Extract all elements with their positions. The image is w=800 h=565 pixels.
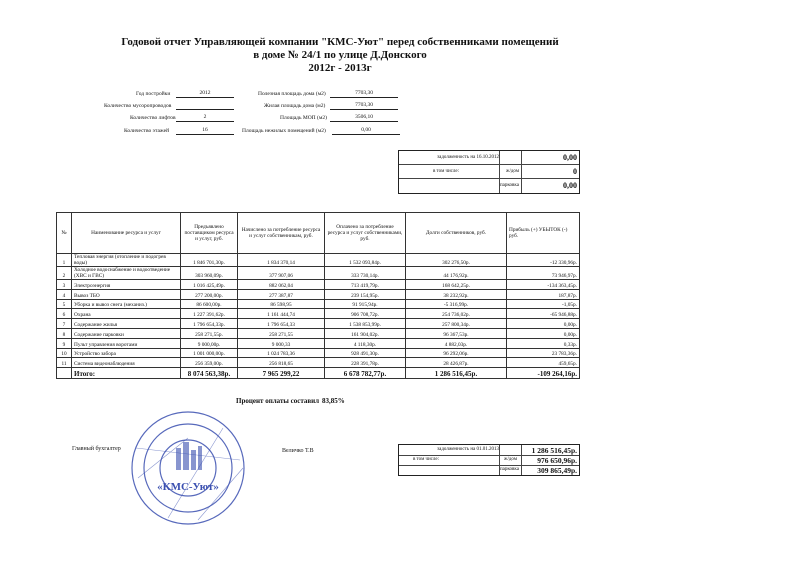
report-title-line2: в доме № 24/1 по улице Д.Донского xyxy=(253,49,427,61)
row-number: 8 xyxy=(57,328,72,338)
row-debts: 96 367,53р. xyxy=(406,328,507,338)
row-charged: 1 796 654,33 xyxy=(238,319,325,329)
row-paid: 91 915,94р. xyxy=(325,299,406,309)
row-supplied: 1 796 654,33р. xyxy=(181,319,238,329)
row-charged: 258 271,55 xyxy=(238,328,325,338)
debt-start-incl-sub: ж/дом xyxy=(506,169,519,174)
row-paid: 906 708,72р. xyxy=(325,309,406,319)
row-number: 3 xyxy=(57,280,72,290)
debt-start-box xyxy=(398,150,580,194)
accountant-name: Величко Т.В xyxy=(282,448,314,454)
nonres-area-label: Площадь нежилых помещений (м2) xyxy=(242,128,326,134)
debt-end-parking-value: 309 865,49р. xyxy=(537,466,577,475)
row-charged: 256 818,65 xyxy=(238,358,325,368)
col-debts-header: Долги собственников, руб. xyxy=(406,213,507,254)
row-debts: 302 276,50р. xyxy=(406,254,507,267)
row-service-name: Холодное водоснабжение и водоотведение (ХВС и ГВС) xyxy=(72,267,181,280)
row-number: 10 xyxy=(57,348,72,358)
row-service-name: Пульт управления воротами xyxy=(72,338,181,348)
debt-end-incl-label: в том числе: xyxy=(412,457,439,462)
row-number: 5 xyxy=(57,299,72,309)
row-paid: 228 391,78р. xyxy=(325,358,406,368)
row-paid: 1 532 093,84р. xyxy=(325,254,406,267)
row-debts: 28 426,87р. xyxy=(406,358,507,368)
common-area-value: 3506,10 xyxy=(355,114,373,120)
table-row xyxy=(57,309,580,319)
total-area-label: Полезная площадь дома (м2) xyxy=(258,91,326,97)
col-num-header: № xyxy=(57,213,72,254)
row-service-name: Содержание парковки xyxy=(72,328,181,338)
table-row xyxy=(57,299,580,309)
living-area-value: 7703,30 xyxy=(355,102,373,108)
debt-end-value: 1 286 516,45р. xyxy=(531,446,577,455)
row-supplied: 86 600,00р. xyxy=(181,299,238,309)
row-service-name: Устройство забора xyxy=(72,348,181,358)
row-profit: 0,00р. xyxy=(507,328,580,338)
payment-percent-value: 83,85% xyxy=(322,397,345,405)
table-row xyxy=(57,328,580,338)
row-number: 2 xyxy=(57,267,72,280)
row-debts: -5 316,99р. xyxy=(406,299,507,309)
table-row xyxy=(57,319,580,329)
living-area-label: Жилая площадь дома (м2) xyxy=(264,103,326,109)
row-charged: 277 387,87 xyxy=(238,289,325,299)
total-charged: 7 965 299,22 xyxy=(238,368,325,379)
row-debts: 4 882,03р. xyxy=(406,338,507,348)
total-paid: 6 678 782,77р. xyxy=(325,368,406,379)
debt-start-parking-value: 0,00 xyxy=(563,181,577,190)
total-area-value: 7703,30 xyxy=(355,90,373,96)
row-profit: -12 330,96р. xyxy=(507,254,580,267)
row-debts: 44 176,92р. xyxy=(406,267,507,280)
debt-start-incl-value: 0 xyxy=(573,167,577,176)
total-debts: 1 286 516,45р. xyxy=(406,368,507,379)
report-title-line1: Годовой отчет Управляющей компании "КМС-Уют" перед собственниками помещений xyxy=(121,36,559,48)
common-area-label: Площадь МОП (м2) xyxy=(280,115,327,121)
table-row xyxy=(57,267,580,280)
row-profit: -134 363,45р. xyxy=(507,280,580,290)
row-profit: 73 946,97р. xyxy=(507,267,580,280)
row-supplied: 256 359,00р. xyxy=(181,358,238,368)
col-charged-header: Начислено за потребление ресурса и услуг собственникам, руб. xyxy=(238,213,325,254)
row-profit: 187,87р. xyxy=(507,289,580,299)
table-header-row xyxy=(57,213,580,254)
table-total-row xyxy=(57,368,580,379)
row-profit: 0,00р. xyxy=(507,319,580,329)
stamp-text: «КМС-Уют» xyxy=(157,481,219,493)
row-debts: 96 292,06р. xyxy=(406,348,507,358)
row-paid: 928 491,30р. xyxy=(325,348,406,358)
payment-percent-label: Процент оплаты составил xyxy=(236,397,320,405)
row-paid: 239 154,95р. xyxy=(325,289,406,299)
debt-start-incl-label: в том числе: xyxy=(432,169,459,174)
debt-start-parking-label: парковка xyxy=(499,183,519,188)
row-supplied: 258 271,55р. xyxy=(181,328,238,338)
row-charged: 1 834 370,14 xyxy=(238,254,325,267)
debt-end-label: задолженность на 01.01.2013 xyxy=(437,447,499,452)
chutes-label: Количество мусоропроводов xyxy=(104,103,172,109)
row-charged: 9 000,33 xyxy=(238,338,325,348)
debt-end-box xyxy=(398,444,580,476)
debt-end-incl-sub: ж/дом xyxy=(504,457,517,462)
col-paid-header: Оплачено за потребление ресурса и услуг собственниками, руб. xyxy=(325,213,406,254)
row-service-name: Содержание жилья xyxy=(72,319,181,329)
row-number: 6 xyxy=(57,309,72,319)
row-service-name: Система видеонаблюдения xyxy=(72,358,181,368)
row-profit: -1,05р. xyxy=(507,299,580,309)
row-supplied: 1 001 000,00р. xyxy=(181,348,238,358)
table-row xyxy=(57,280,580,290)
row-debts: 168 642,25р. xyxy=(406,280,507,290)
row-paid: 1 538 853,99р. xyxy=(325,319,406,329)
row-paid: 713 419,79р. xyxy=(325,280,406,290)
row-profit: 459,65р. xyxy=(507,358,580,368)
total-profit: -109 264,16р. xyxy=(507,368,580,379)
row-debts: 257 800,34р. xyxy=(406,319,507,329)
col-supplied-header: Предъявлено поставщиком ресурса и услуг, руб. xyxy=(181,213,238,254)
lifts-label: Количество лифтов xyxy=(130,115,176,121)
company-stamp xyxy=(128,408,248,528)
row-service-name: Тепловая энергия (отопление и подогрев воды) xyxy=(72,254,181,267)
row-profit: 0,33р. xyxy=(507,338,580,348)
table-row xyxy=(57,254,580,267)
row-number: 9 xyxy=(57,338,72,348)
col-profit-header: Прибыль (+) УБЫТОК (-) руб. xyxy=(507,213,580,254)
row-supplied: 9 000,00р. xyxy=(181,338,238,348)
row-paid: 161 904,02р. xyxy=(325,328,406,338)
row-service-name: Охрана xyxy=(72,309,181,319)
year-value: 2012 xyxy=(199,90,211,96)
row-number: 1 xyxy=(57,254,72,267)
table-row xyxy=(57,358,580,368)
total-supplied: 8 074 563,38р. xyxy=(181,368,238,379)
row-supplied: 1 016 425,49р. xyxy=(181,280,238,290)
row-supplied: 1 227 391,62р. xyxy=(181,309,238,319)
row-profit: -65 946,88р. xyxy=(507,309,580,319)
debt-start-value: 0,00 xyxy=(563,153,577,162)
row-paid: 333 730,14р. xyxy=(325,267,406,280)
row-profit: 23 783,36р. xyxy=(507,348,580,358)
row-charged: 1 024 783,36 xyxy=(238,348,325,358)
row-charged: 1 161 444,74 xyxy=(238,309,325,319)
row-debts: 38 232,92р. xyxy=(406,289,507,299)
table-row xyxy=(57,289,580,299)
nonres-area-value: 0,00 xyxy=(361,127,371,133)
services-table xyxy=(56,212,580,379)
row-supplied: 1 846 701,30р. xyxy=(181,254,238,267)
row-number: 11 xyxy=(57,358,72,368)
row-charged: 882 062,04 xyxy=(238,280,325,290)
row-debts: 254 736,02р. xyxy=(406,309,507,319)
table-row xyxy=(57,348,580,358)
row-supplied: 277 200,00р. xyxy=(181,289,238,299)
debt-start-label: задолженность на 16.10.2012 xyxy=(437,155,499,160)
row-number: 4 xyxy=(57,289,72,299)
row-service-name: Вывоз ТБО xyxy=(72,289,181,299)
floors-value: 16 xyxy=(202,127,208,133)
col-name-header: Наименование ресурса и услуг xyxy=(72,213,181,254)
row-service-name: Уборка и вывоз снега (механиз.) xyxy=(72,299,181,309)
debt-end-incl-value: 976 650,96р. xyxy=(537,456,577,465)
row-charged: 86 598,95 xyxy=(238,299,325,309)
row-number: 7 xyxy=(57,319,72,329)
accountant-role: Главный бухгалтер xyxy=(72,446,121,452)
total-label: Итого: xyxy=(72,368,181,379)
row-charged: 377 907,06 xyxy=(238,267,325,280)
table-row xyxy=(57,338,580,348)
lifts-value: 2 xyxy=(203,114,207,120)
year-label: Год постройки xyxy=(136,91,171,97)
row-service-name: Электроэнергия xyxy=(72,280,181,290)
row-paid: 4 118,30р. xyxy=(325,338,406,348)
row-supplied: 303 960,09р. xyxy=(181,267,238,280)
debt-end-parking-label: парковка xyxy=(499,467,519,472)
report-title-line3: 2012г - 2013г xyxy=(308,62,372,74)
floors-label: Количество этажей xyxy=(124,128,170,134)
